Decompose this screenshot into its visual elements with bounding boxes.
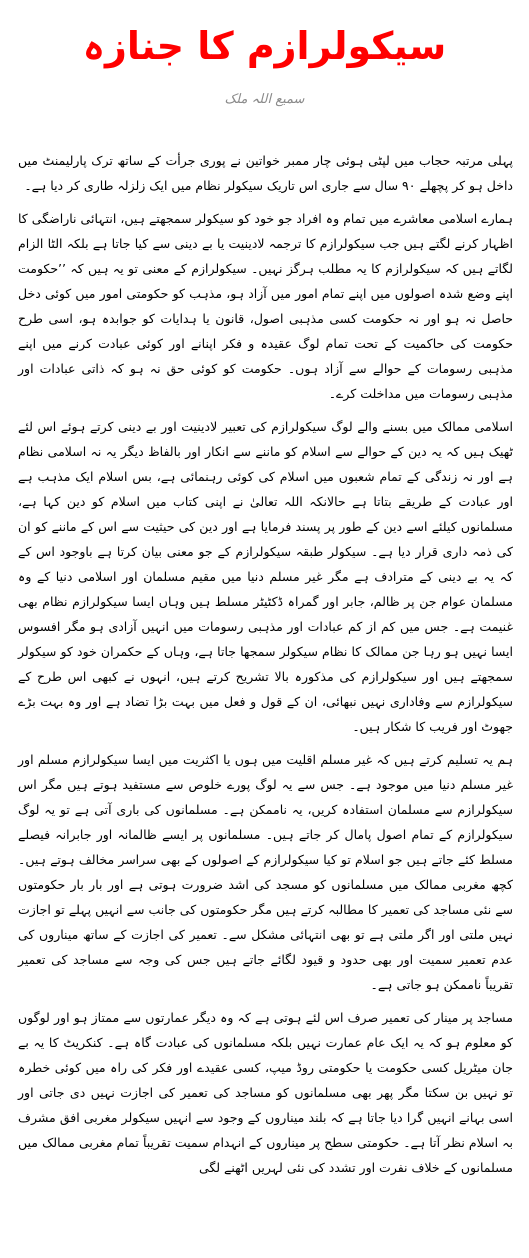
- paragraph-2: ہمارے اسلامی معاشرے میں تمام وہ افراد جو خود کو سیکولر سمجھتے ہیں، انتہائی ناراضگی کا اظہار کرنے لگتے ہیں جب سیکولرازم کا ترجمہ لادینیت یا بے دینی سے کیا جاتا ہے بلکہ الٹا الزام لگاتے ہیں کہ سیکولرازم کا یہ مطلب ہرگز نہیں۔ سیکولرازم کے معنی تو یہ ہیں کہ ’’حکومت اپنے وضع شدہ اصولوں میں اپنے تمام امور میں آزاد ہو، مذہب کو حکومتی امور میں کوئی دخل حاصل نہ ہو اور نہ حکومت کسی مذہبی اصول، قانون یا ہدایات کو جوابدہ ہو، اسی طرح حکومت کی حاکمیت کے تحت تمام لوگ عقیدہ و فکر اپنانے اور کوئی عبادت کرنے میں اپنے مذہبی رسومات کے حوالے سے آزاد ہوں۔ حکومت کو کوئی حق نہ ہو کہ ذاتی عبادات اور مذہبی رسومات میں مداخلت کرے۔: [18, 211, 513, 401]
- paragraph-3: اسلامی ممالک میں بسنے والے لوگ سیکولرازم کی تعبیر لادینیت اور بے دینی کرتے ہوئے اس لئے ٹھیک ہیں کہ یہ دین کے حوالے سے اسلام کو ماننے سے انکار اور بالفاظ دیگر یہ نہ اسلامی نظام ہے اور نہ زندگی کے تمام شعبوں میں اسلام کی کوئی رہنمائی ہے، بس اسلام ایک مذہب ہے اور عبادت کے طریقے بتاتا ہے حالانکہ اللہ تعالیٰ نے اپنی کتاب میں اسلام کو دین کہا ہے، مسلمانوں کیلئے اسے دین کے طور پر پسند فرمایا ہے اور دین کی حیثیت سے اس کے ماننے کو ان کی ذمہ داری قرار دیا ہے۔ سیکولر طبقہ سیکولرازم کے جو معنی بیان کرتا ہے باوجود اس کے کہ یہ بے دینی کے مترادف ہے مگر غیر مسلم دنیا میں مقیم مسلمان اور اسلامی دنیا کے وہ مسلمان عوام جن پر ظالم، جابر اور گمراہ ڈکٹیٹر مسلط ہیں وہاں ایسا سیکولرازم نظام بھی غنیمت ہے۔ جس میں کم از کم عبادات اور مذہبی رسومات میں انہیں آزادی ہو مگر افسوس ایسا نہیں ہو رہا جن ممالک کا نظام سیکولر سمجھا جاتا ہے، وہاں کے حکمران خود کو سیکولر سمجھتے ہیں اور سیکولرازم کی مذکورہ بالا تشریح کرتے ہیں، انہوں نے کبھی اس طرح کے سیکولرازم سے وفاداری نہیں نبھائی، ان کے قول و فعل میں بہت بڑا تضاد ہے اور وہ بہت بڑے جھوٹ اور فریب کا شکار ہیں۔: [18, 419, 513, 734]
- paragraph-1: پہلی مرتبہ حجاب میں لپٹی ہوئی چار ممبر خواتین نے پوری جرأت کے ساتھ ترک پارلیمنٹ میں داخل ہو کر پچھلے ۹۰ سال سے جاری اس تاریک سیکولر نظام میں ایک زلزلہ طاری کر دیا ہے۔: [18, 153, 513, 193]
- article-body: [18, 148, 513, 1188]
- paragraph-4: ہم یہ تسلیم کرتے ہیں کہ غیر مسلم اقلیت میں ہوں یا اکثریت میں ایسا سیکولرازم مسلم اور غیر مسلم دنیا میں موجود ہے۔ جس سے یہ لوگ پورے خلوص سے مستفید ہوتے ہیں مگر اس سیکولرازم سے مسلمان استفادہ کریں، یہ ناممکن ہے۔ مسلمانوں کی باری آتی ہے تو یہ لوگ سیکولرازم کے تمام اصول پامال کر جاتے ہیں۔ مسلمانوں پر ایسے ظالمانہ اور جابرانہ فیصلے مسلط کئے جاتے ہیں جو اسلام تو کیا سیکولرازم کے اصولوں کے بھی سراسر مخالف ہوتے ہیں۔ کچھ مغربی ممالک میں مسلمانوں کو مسجد کی اشد ضرورت ہوتی ہے اور بار بار حکومتوں سے نئی مساجد کی تعمیر کا مطالبہ کرتے ہیں مگر حکومتوں کی جانب سے انہیں پہلے تو اجازت نہیں ملتی اور اگر ملتی ہے تو بھی انتہائی مشکل سے۔ تعمیر کی اجازت کے ساتھ میناروں کی عدم تعمیر سمیت اور بھی حدود و قیود لگائے جاتے ہیں جس کی وجہ سے مساجد کی تعمیر تقریباً ناممکن ہو جاتی ہے۔: [18, 752, 513, 992]
- author-byline: سمیع اللہ ملک: [224, 92, 305, 107]
- article-title: سیکولرازم کا جنازہ: [82, 24, 447, 68]
- paragraph-5: مساجد پر مینار کی تعمیر صرف اس لئے ہوتی ہے کہ وہ دیگر عمارتوں سے ممتاز ہو اور لوگوں کو معلوم ہو کہ یہ ایک عام عمارت نہیں بلکہ مسلمانوں کی عبادت گاہ ہے۔ کنکریٹ کا یہ بے جان میٹریل کسی حکومت یا حکومتی روڈ میپ، کسی عقیدے اور فکر کی راہ میں کوئی خطرہ تو نہیں بن سکتا مگر پھر بھی مسلمانوں کو مساجد کی تعمیر کی اجازت نہیں دی جاتی اور اسی بہانے انہیں گرا دیا جاتا ہے کہ بلند میناروں کے وجود سے انہیں سیکولر مغربی افق مشرف بہ اسلام نظر آتا ہے۔ حکومتی سطح پر میناروں کے انہدام سمیت تقریباً تمام مغربی ممالک میں مسلمانوں کے خلاف نفرت اور تشدد کی نئی لہریں اٹھنے لگی: [18, 1010, 513, 1175]
